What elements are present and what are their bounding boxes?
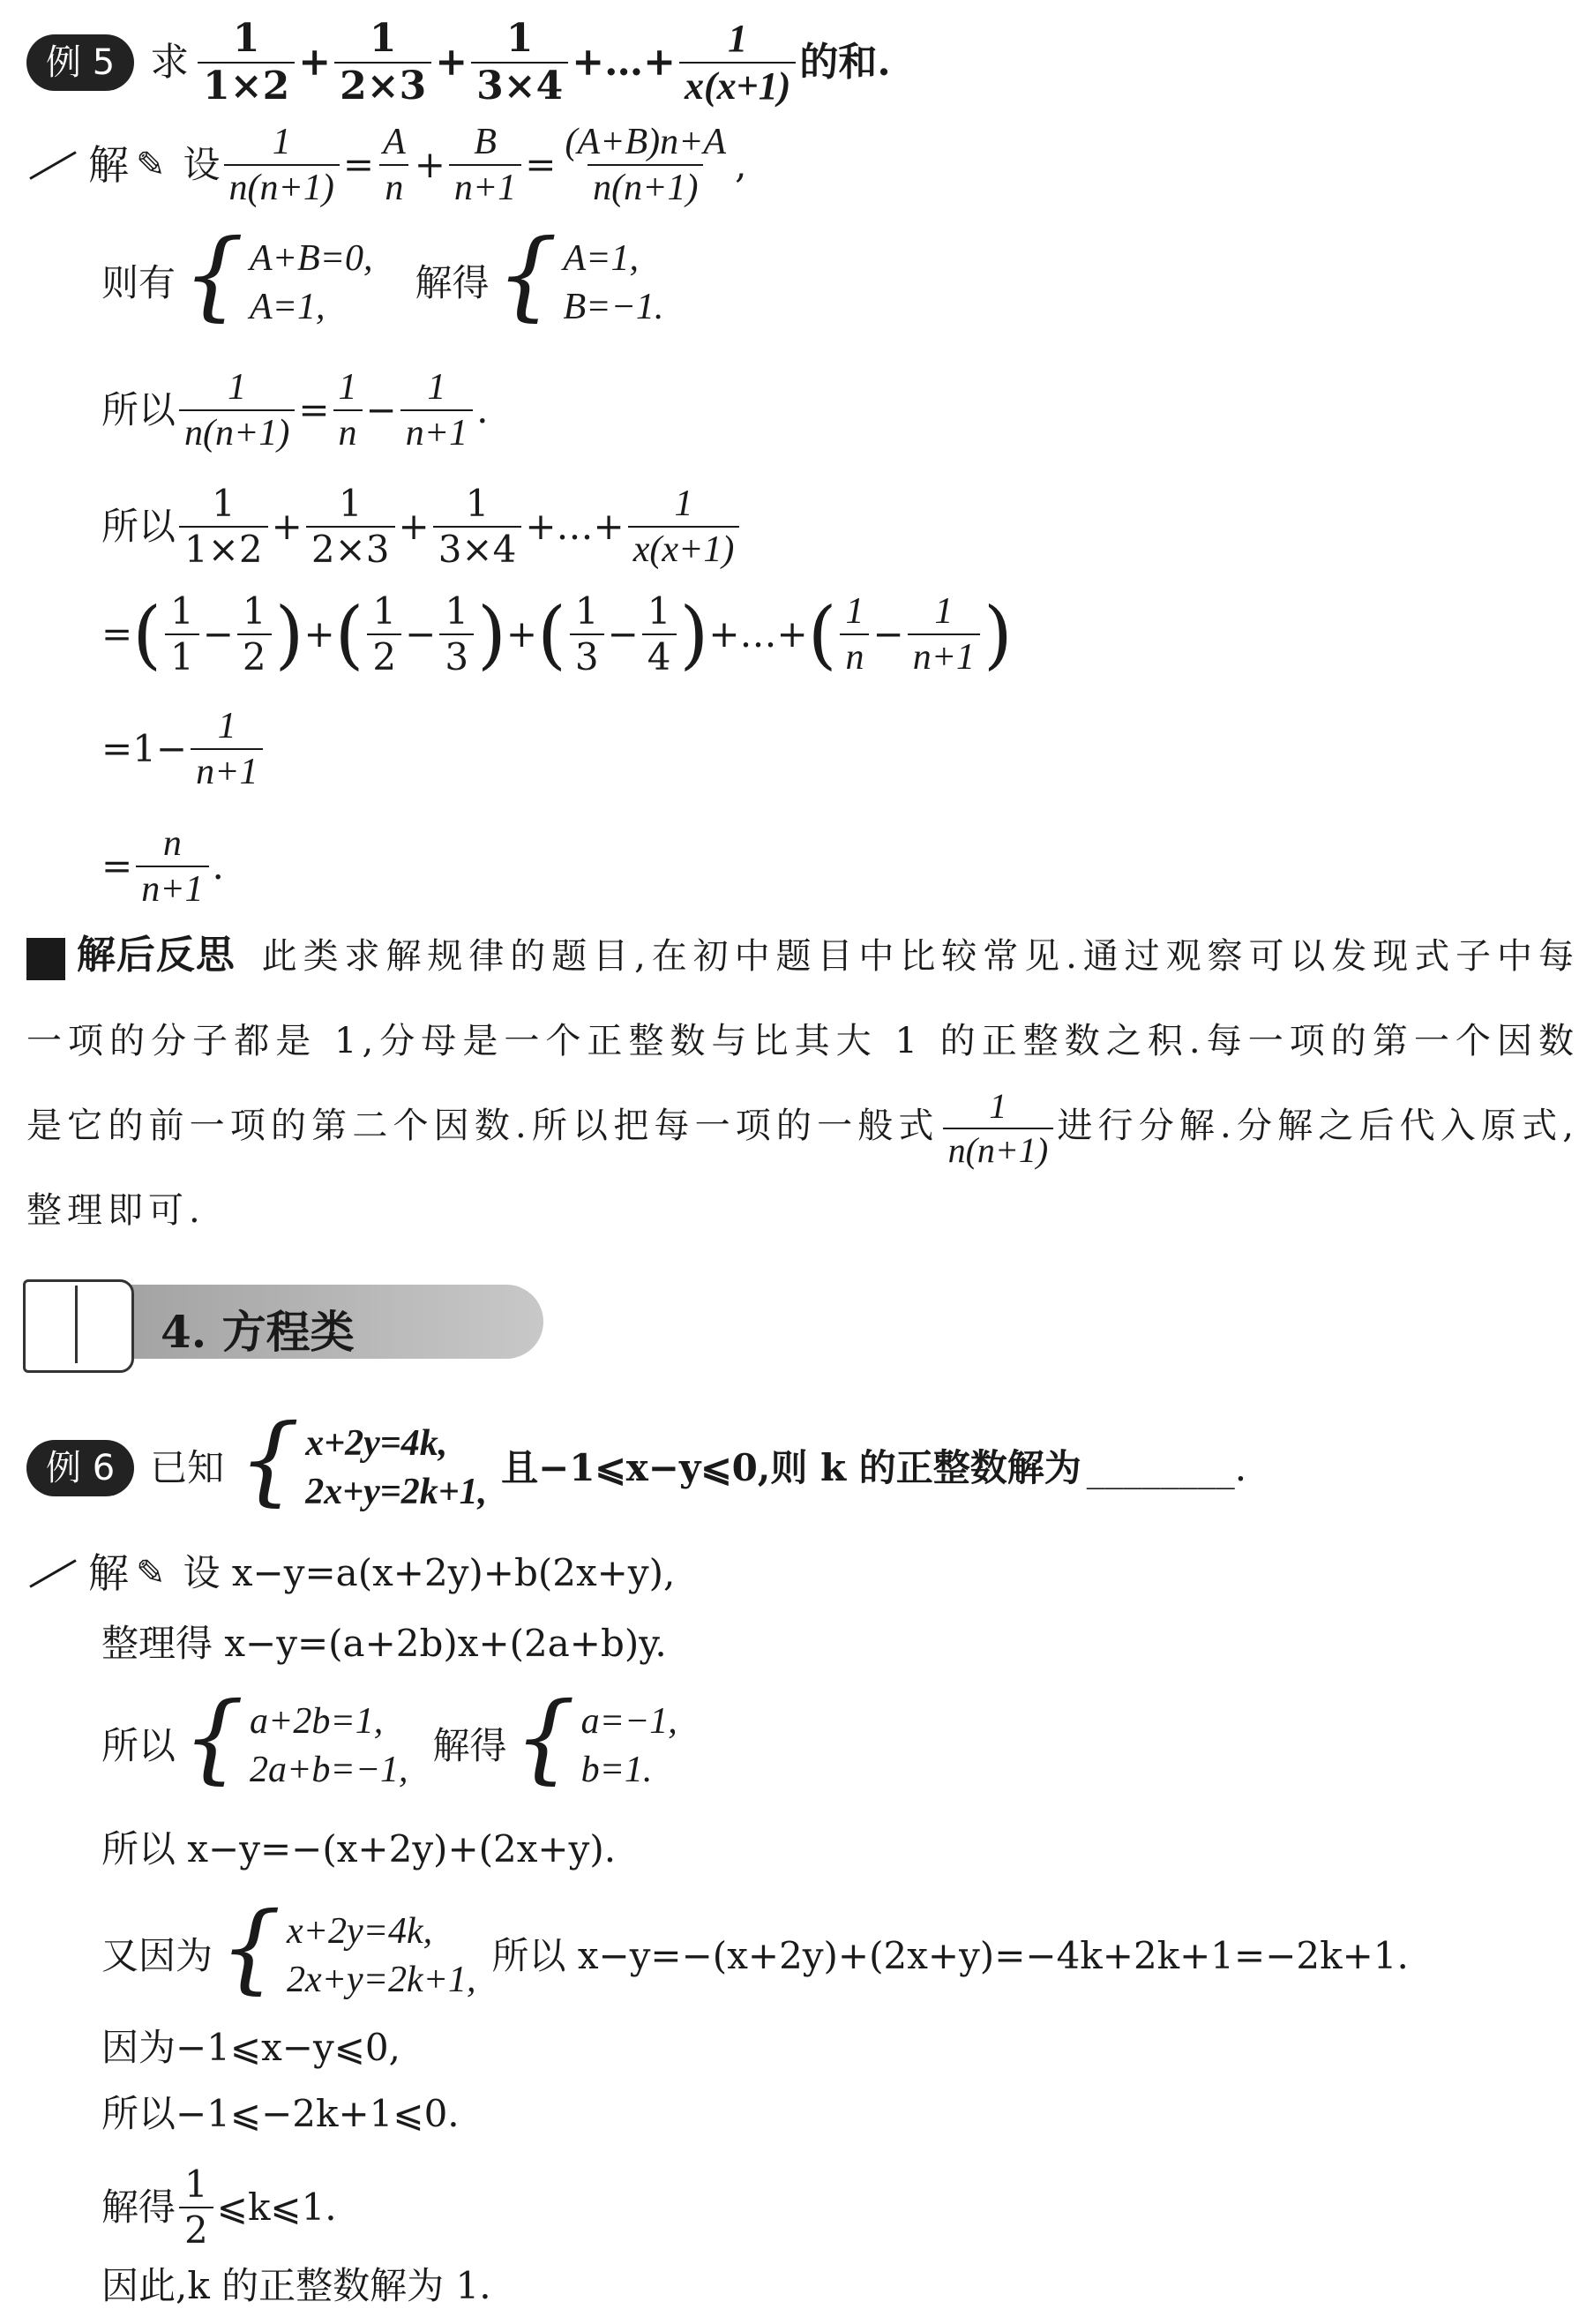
solution-5-line-6: =1− $\frac{1}{n+1}$ [101, 708, 266, 791]
solution-6-line-2: 整理得 x−y=(a+2b)x+(2a+b)y. [101, 1622, 667, 1665]
reflection-label: 解后反思 [76, 933, 236, 978]
book-icon [23, 1279, 134, 1373]
solution-6-line-3: 所以 { a+2b=1, 2a+b=−1, 解得 { a=−1, b=1. [101, 1681, 677, 1794]
solution-label: 解 ✎ [26, 145, 166, 185]
system-AB-2: { A=1, B=−1. [496, 218, 664, 331]
solution-6-line-7: 所以−1⩽−2k+1⩽0. [101, 2092, 460, 2135]
example-5-tag: 例 5 [26, 34, 134, 91]
frac-B-over-n1: $\frac{B}{n+1}$ [449, 124, 521, 206]
solution-5-line-1: 解 ✎ 设 $\frac{1}{n(n+1)}$ = $\frac{A}{n}$ + $\frac{B}{n+1}$ = $\frac{(A+B)n+A}{n(n+1)}$ , [26, 124, 746, 206]
example-6-system: { x+2y=4k, 2x+y=2k+1, [238, 1403, 488, 1516]
example-5-term-general: $\frac{1}{x(x+1)}$ [679, 19, 796, 106]
solution-slash-icon [29, 1559, 76, 1588]
system-AB-1: { A+B=0, A=1, [183, 218, 373, 331]
solution-slash-icon [29, 151, 76, 180]
frac-A-over-n: $\frac{A}{n}$ [378, 124, 411, 206]
section-title: 4. 方程类 [161, 1306, 355, 1358]
example-5-term-1: $\frac{1}{1\times 2}$ [198, 19, 295, 106]
solution-6-line-4: 所以 x−y=−(x+2y)+(2x+y). [101, 1827, 617, 1870]
solution-5-line-5: = ( $\frac{1}{1}$ − $\frac{1}{2}$ ) + ( $\frac{1}{2}$ − $\frac{1}{3}$ ) + ( $\frac{1}{3}$ − $\frac{1}{4}$ ) +…+ ( $\frac{1}{n}$ − $\frac{1}{n+1}$ ) [101, 589, 1013, 678]
pencil-icon: ✎ [136, 1553, 166, 1593]
solution-6-line-9: 因此,k 的正整数解为 1. [101, 2264, 491, 2307]
solution-6-line-6: 因为−1⩽x−y⩽0, [101, 2026, 400, 2069]
answer-blank[interactable]: ________ [1086, 1445, 1235, 1489]
solution-6-line-1: 解 ✎ 设 x−y=a(x+2y)+b(2x+y), [26, 1553, 675, 1593]
example-5-heading: 例 5 求 $\frac{1}{1\times 2}$ + $\frac{1}{2\times 3}$ + $\frac{1}{3\times 4}$ +…+ $\frac{1}{x(x+1)}$ 的和. [26, 19, 891, 106]
solution-label: 解 ✎ [26, 1553, 166, 1593]
frac-combined: $\frac{(A+B)n+A}{n(n+1)}$ [565, 122, 727, 208]
solution-6-line-5: 又因为 { x+2y=4k, 2x+y=2k+1, 所以 x−y=−(x+2y)+(2x+y)=−4k+2k+1=−2k+1. [101, 1891, 1409, 2004]
example-5-suffix: 的和. [799, 40, 891, 85]
frac-1-over-n-n1: $\frac{1}{n(n+1)}$ [224, 124, 340, 206]
solution-6-line-8: 解得 $\frac{1}{2}$ ⩽k⩽1. [101, 2163, 337, 2252]
reflection-icon [26, 938, 65, 980]
pencil-icon: ✎ [136, 145, 166, 185]
solution-5-line-7: = $\frac{n}{n+1}$ . [101, 823, 224, 910]
example-5-prompt: 求 [150, 40, 190, 85]
solution-5-line-4: 所以 $\frac{1}{1\times 2}$ + $\frac{1}{2\times 3}$ + $\frac{1}{3\times 4}$ +…+ $\frac{1}{x(x+1)}$ [101, 485, 743, 568]
solution-5-line-2: 则有 { A+B=0, A=1, 解得 { A=1, B=−1. [101, 231, 670, 334]
solution-5-line-3: 所以 $\frac{1}{n(n+1)}$ = $\frac{1}{n}$ − $\frac{1}{n+1}$ . [101, 367, 489, 454]
example-6-tag: 例 6 [26, 1440, 134, 1496]
example-6-heading: 例 6 已知 { x+2y=4k, 2x+y=2k+1, 且−1⩽x−y⩽0,则 k 的正整数解为 ________ . [26, 1416, 1246, 1519]
reflection-frac: $\frac{1}{n(n+1)}$ [943, 1089, 1054, 1168]
example-5-term-2: $\frac{1}{2\times 3}$ [334, 19, 431, 106]
reflection-paragraph: 解后反思 此类求解规律的题目,在初中题目中比较常见.通过观察可以发现式子中每一项的分子都是 1,分母是一个正整数与比其大 1 的正整数之积.每一项的第一个因数是它的前一项的第二个因数.所以把每一项的一般式 $\frac{1}{n(n+1)}$ 进行分解.分解之后代入原式,整理即可. [26, 933, 1579, 1231]
example-5-term-3: $\frac{1}{3\times 4}$ [471, 19, 568, 106]
